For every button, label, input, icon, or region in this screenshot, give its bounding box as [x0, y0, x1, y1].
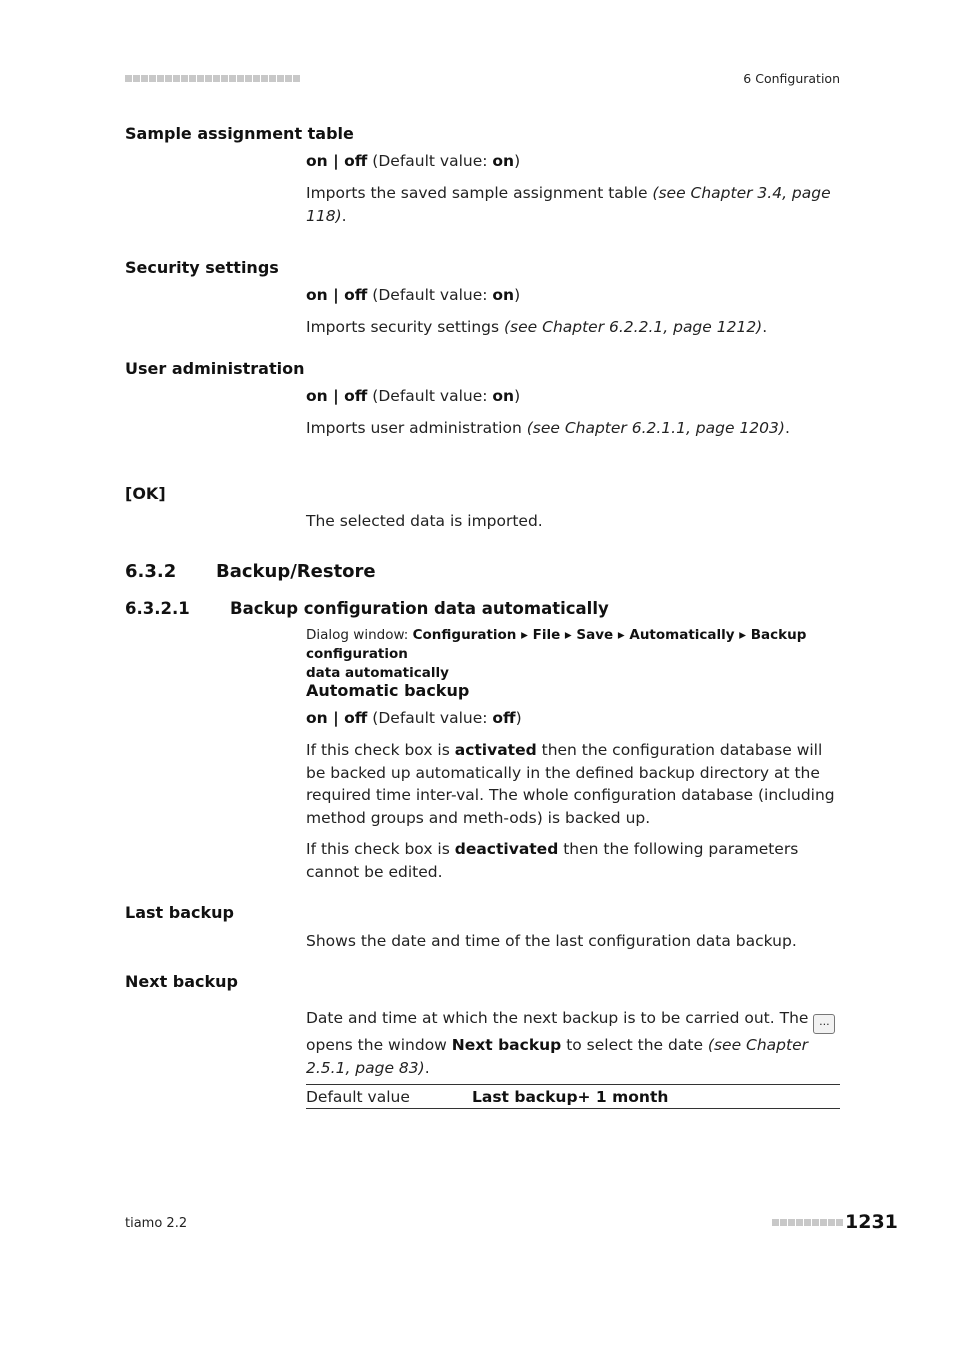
sample-table-description: Imports the saved sample assignment table (see Chapter 3.4, page 118).: [306, 184, 831, 225]
term-automatic-backup: Automatic backup: [306, 681, 470, 700]
header-decoration: [125, 75, 300, 82]
last-backup-description: Shows the date and time of the last configuration data backup.: [306, 932, 797, 950]
term-sample-assignment-table: Sample assignment table: [125, 124, 354, 143]
default-value-label: Default value: [306, 1085, 472, 1109]
term-ok-button: [OK]: [125, 484, 166, 503]
sample-table-default: on | off (Default value: on): [306, 152, 521, 170]
dialog-window-path: Dialog window: Configuration ▸ File ▸ Save ▸ Automatically ▸ Backup configuration data automatically: [306, 627, 807, 681]
security-default: on | off (Default value: on): [306, 286, 521, 304]
ellipsis-button-icon: ...: [813, 1014, 835, 1034]
chapter-reference-link[interactable]: (see Chapter 6.2.2.1, page 1212): [504, 318, 763, 336]
section-title-backup-restore: Backup/Restore: [216, 561, 376, 582]
user-admin-default: on | off (Default value: on): [306, 387, 521, 405]
section-number-6321: 6.3.2.1: [125, 599, 190, 618]
chapter-reference-link[interactable]: (see Chapter 2.5.1, page 83): [306, 1036, 808, 1077]
term-user-administration: User administration: [125, 359, 305, 378]
automatic-backup-paragraph-1: If this check box is activated then the configuration database will be backed up automatically in the defined backup directory at the required time inter-val. The whole configuration database (including method groups and meth-ods) is backed up.: [306, 741, 835, 827]
section-number-632: 6.3.2: [125, 561, 177, 582]
next-backup-description: Date and time at which the next backup is to be carried out. The ... opens the window Next backup to select the date (see Chapter 2.5.1, page 83).: [306, 1007, 842, 1079]
default-value-table: [306, 1084, 840, 1109]
security-description: Imports security settings (see Chapter 6.2.2.1, page 1212).: [306, 318, 768, 336]
footer-decoration: [772, 1219, 843, 1226]
chapter-header: 6 Configuration: [743, 71, 840, 86]
chapter-reference-link[interactable]: (see Chapter 3.4, page 118): [306, 184, 831, 225]
user-admin-description: Imports user administration (see Chapter 6.2.1.1, page 1203).: [306, 419, 790, 437]
term-security-settings: Security settings: [125, 258, 279, 277]
automatic-backup-default: on | off (Default value: off): [306, 709, 522, 727]
automatic-backup-paragraph-2: If this check box is deactivated then the following parameters cannot be edited.: [306, 840, 799, 881]
page-number: 1231: [845, 1211, 898, 1233]
chapter-reference-link[interactable]: (see Chapter 6.2.1.1, page 1203): [526, 419, 785, 437]
term-last-backup: Last backup: [125, 903, 234, 922]
footer-product: tiamo 2.2: [125, 1216, 188, 1231]
term-next-backup: Next backup: [125, 972, 238, 991]
default-value-value: Last backup+ 1 month: [472, 1085, 840, 1109]
ok-description: The selected data is imported.: [306, 512, 543, 530]
section-title-backup-config: Backup configuration data automatically: [230, 599, 609, 618]
